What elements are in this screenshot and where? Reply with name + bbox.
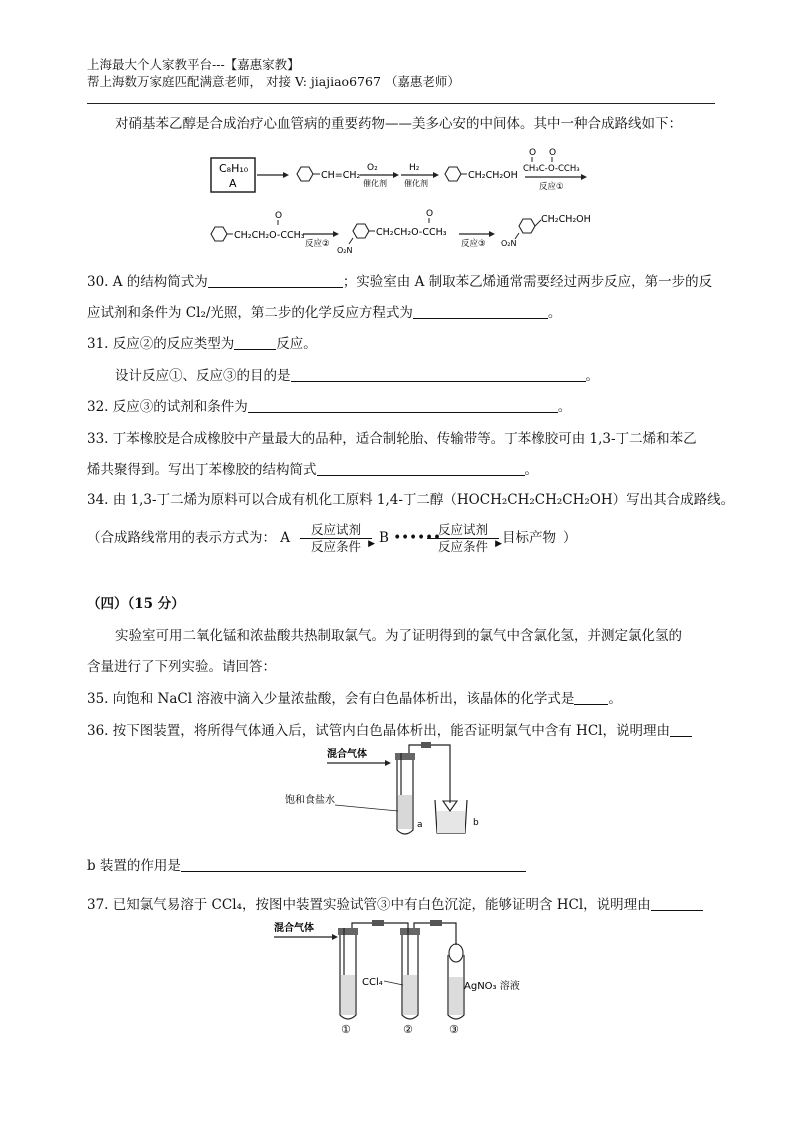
test-tube-1: [338, 928, 358, 1019]
header-line-1: 上海最大个人家教平台---【嘉惠家教】: [87, 57, 300, 72]
q30-line-2: 应试剂和条件为 Cl₂/光照，第二步的化学反应方程式为 。: [87, 305, 562, 321]
svg-text:反应①: 反应①: [539, 182, 564, 192]
svg-text:O₂: O₂: [367, 163, 378, 173]
svg-text:③: ③: [449, 1023, 459, 1036]
svg-text:CH₂CH₂O-CCH₃: CH₂CH₂O-CCH₃: [234, 230, 305, 241]
q34-line-1: 34. 由 1,3-丁二烯为原料可以合成有机化工原料 1,4-丁二醇（HOCH₂CH₂CH₂CH₂OH）写出其合成路线。: [87, 492, 735, 508]
svg-text:O: O: [529, 148, 537, 158]
svg-text:A: A: [229, 177, 237, 190]
q33-line-1: 33. 丁苯橡胶是合成橡胶中产量最大的品种，适合制轮胎、传输带等。丁苯橡胶可由 1,3-丁二烯和苯乙: [87, 431, 697, 447]
test-tube-2: [400, 928, 420, 1019]
q37-line-1: 37. 已知氯气易溶于 CCl₄，按图中装置实验试管③中有白色沉淀，能够证明含 HCl，说明理由: [87, 895, 703, 915]
reaction-arrow-o2: [360, 163, 399, 188]
svg-text:O₂N: O₂N: [501, 239, 517, 248]
svg-text:催化剂: 催化剂: [363, 179, 387, 188]
svg-text:①: ①: [341, 1023, 351, 1036]
svg-text:O: O: [275, 211, 283, 221]
q36-answer-blank-1[interactable]: [670, 722, 692, 737]
q34-scheme-arrow-2: 反应试剂 ▶ 反应条件: [427, 522, 499, 554]
q34-scheme-arrow-1: 反应试剂 ▶ 反应条件: [300, 522, 372, 554]
svg-text:H₂: H₂: [409, 163, 420, 173]
q36-answer-blank-2[interactable]: [181, 857, 526, 872]
compound-a-box: [211, 158, 255, 192]
q36-line-2: b 装置的作用是: [87, 856, 526, 876]
svg-text:AgNO₃ 溶液: AgNO₃ 溶液: [464, 981, 520, 992]
q31-answer-blank-2[interactable]: [291, 367, 586, 382]
reaction-arrow-2: [303, 231, 339, 249]
svg-text:O: O: [426, 209, 434, 219]
reaction-arrow-1: [523, 148, 587, 192]
svg-text:②: ②: [403, 1023, 413, 1036]
svg-text:催化剂: 催化剂: [404, 179, 428, 188]
q35-answer-blank[interactable]: [574, 690, 608, 705]
q30-answer-blank-2[interactable]: [413, 304, 548, 319]
svg-text:b: b: [473, 818, 479, 828]
nitro-acetate-structure: [337, 209, 447, 255]
svg-text:饱和食盐水: 饱和食盐水: [285, 795, 335, 806]
q31-line-1: 31. 反应②的反应类型为 反应。: [87, 336, 317, 352]
svg-text:混合气体: 混合气体: [274, 923, 314, 934]
svg-text:反应②: 反应②: [305, 239, 330, 249]
phenylethanol-structure: [445, 167, 518, 181]
svg-text:CCl₄: CCl₄: [362, 977, 383, 988]
apparatus-figure-2: [272, 915, 532, 1035]
svg-text:CH=CH₂: CH=CH₂: [321, 170, 361, 181]
svg-text:C₈H₁₀: C₈H₁₀: [219, 162, 249, 175]
svg-text:混合气体: 混合气体: [327, 749, 367, 760]
test-tube-a: [395, 749, 415, 834]
reaction-arrow-h2: [401, 163, 439, 188]
q33-answer-blank[interactable]: [317, 461, 525, 476]
svg-text:CH₂CH₂OH: CH₂CH₂OH: [468, 170, 518, 181]
intro-text: 对硝基苯乙醇是合成治疗心血管病的重要药物——美多心安的中间体。其中一种合成路线如下：: [115, 116, 682, 132]
q31-line-2: 设计反应①、反应③的目的是 。: [115, 368, 599, 384]
q30-answer-blank-1[interactable]: [208, 273, 343, 288]
q37-answer-blank[interactable]: [651, 896, 703, 911]
styrene-structure: [297, 167, 361, 181]
svg-text:O₂N: O₂N: [337, 246, 353, 255]
header-line-2: 帮上海数万家庭匹配满意老师， 对接 V: jiajiao6767 （嘉惠老师）: [87, 74, 460, 89]
nitro-phenylethanol-structure: [501, 214, 591, 248]
reaction-arrow-3: [459, 231, 495, 249]
svg-text:CH₂CH₂OH: CH₂CH₂OH: [541, 214, 591, 225]
test-tube-3: [448, 944, 464, 1019]
apparatus-figure-1: [285, 745, 505, 845]
section-4-intro-1: 实验室可用二氧化锰和浓盐酸共热制取氯气。为了证明得到的氯气中含氯化氢，并测定氯化氢的: [115, 628, 682, 644]
synthesis-route-diagram: [205, 140, 605, 255]
section-4-title: （四）（15 分）: [87, 596, 185, 612]
q30-line-1: 30. A 的结构简式为 ；实验室由 A 制取苯乙烯通常需要经过两步反应，第一步的反: [87, 274, 713, 290]
q36-line-1: 36. 按下图装置，将所得气体通入后，试管内白色晶体析出，能否证明氯气中含有 HCl，说明理由: [87, 721, 692, 741]
q33-line-2: 烯共聚得到。写出丁苯橡胶的结构简式 。: [87, 462, 538, 478]
svg-text:反应③: 反应③: [461, 239, 486, 249]
q31-answer-blank-1[interactable]: [234, 335, 276, 350]
acetate-structure: [211, 211, 305, 241]
q35-line: 35. 向饱和 NaCl 溶液中滴入少量浓盐酸，会有白色晶体析出，该晶体的化学式是 。: [87, 691, 622, 707]
section-4-intro-2: 含量进行了下列实验。请回答：: [87, 659, 276, 675]
svg-text:CH₂CH₂O-CCH₃: CH₂CH₂O-CCH₃: [376, 227, 447, 238]
header-divider: [87, 103, 715, 104]
svg-text:a: a: [417, 820, 423, 830]
q32-answer-blank[interactable]: [248, 398, 558, 413]
svg-text:CH₃C-O-CCH₃: CH₃C-O-CCH₃: [523, 164, 580, 174]
beaker-b: [435, 800, 467, 833]
q32-line: 32. 反应③的试剂和条件为 。: [87, 399, 572, 415]
svg-text:O: O: [549, 148, 557, 158]
